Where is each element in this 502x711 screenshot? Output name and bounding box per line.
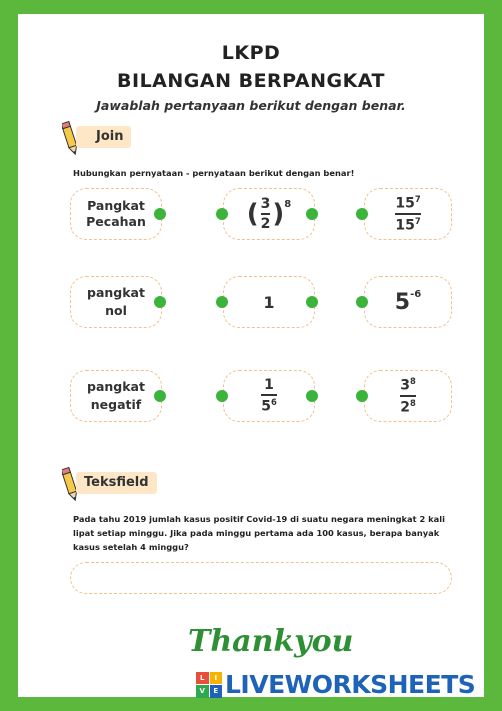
join-middle-box-2[interactable] <box>223 276 315 328</box>
paren-left: ( <box>246 199 259 229</box>
join-left-box-1[interactable] <box>70 188 162 240</box>
left-1-line1: Pangkat <box>87 198 145 213</box>
page-title: LKPD <box>221 42 281 64</box>
power-base: 5 <box>394 290 411 315</box>
connector-dot[interactable] <box>154 390 166 402</box>
connector-dot[interactable] <box>216 296 228 308</box>
page-subtitle: BILANGAN BERPANGKAT <box>117 70 385 92</box>
section-tag-teksfield: Teksfield <box>76 472 157 494</box>
liveworksheets-logo-icon: L I V E <box>196 672 222 698</box>
connector-dot[interactable] <box>306 296 318 308</box>
question-text: Pada tahu 2019 jumlah kasus positif Covid-19 di suatu negara meningkat 2 kali lipat setiap minggu. Jika pada minggu pertama ada 100 kasus, berapa banyak kasus setelah 4 minggu? <box>73 514 445 552</box>
exponent: 8 <box>284 199 292 210</box>
connector-dot[interactable] <box>356 208 368 220</box>
brand-text: LIVEWORKSHEETS <box>225 670 476 699</box>
liveworksheets-brand <box>196 670 475 699</box>
fraction: $\frac{3}{2}$ <box>260 196 271 232</box>
left-1-line2: Pecahan <box>86 214 146 229</box>
connector-dot[interactable] <box>216 390 228 402</box>
left-2-line1: pangkat <box>87 285 145 300</box>
join-middle-box-1[interactable] <box>223 188 315 240</box>
connector-dot[interactable] <box>356 296 368 308</box>
join-right-box-1[interactable] <box>364 188 452 240</box>
connector-dot[interactable] <box>356 390 368 402</box>
join-left-box-2[interactable] <box>70 276 162 328</box>
answer-input[interactable] <box>70 562 452 594</box>
join-right-box-3[interactable] <box>364 370 452 422</box>
fraction: $\frac{1}{5^6}$ <box>261 377 277 415</box>
connector-dot[interactable] <box>306 390 318 402</box>
thankyou-text: Thankyou <box>188 624 354 659</box>
left-2-line2: nol <box>105 303 127 318</box>
connector-dot[interactable] <box>154 208 166 220</box>
left-3-line1: pangkat <box>87 379 145 394</box>
join-instruction: Hubungkan pernyataan - pernyataan berikut dengan benar! <box>73 168 355 178</box>
power-exponent: -6 <box>410 289 422 300</box>
page-instruction: Jawablah pertanyaan berikut dengan benar. <box>96 98 406 113</box>
join-left-box-3[interactable] <box>70 370 162 422</box>
connector-dot[interactable] <box>306 208 318 220</box>
connector-dot[interactable] <box>154 296 166 308</box>
paren-right: ) <box>272 199 285 229</box>
value-one: 1 <box>263 292 275 312</box>
left-3-line2: negatif <box>90 397 142 412</box>
fraction: $\frac{3^8}{2^8}$ <box>400 376 416 416</box>
section-tag-join: Join <box>76 126 131 148</box>
join-right-box-2[interactable] <box>364 276 452 328</box>
fraction: $\frac{15^7}{15^7}$ <box>395 194 421 234</box>
connector-dot[interactable] <box>216 208 228 220</box>
worksheet <box>18 14 484 697</box>
join-middle-box-3[interactable] <box>223 370 315 422</box>
